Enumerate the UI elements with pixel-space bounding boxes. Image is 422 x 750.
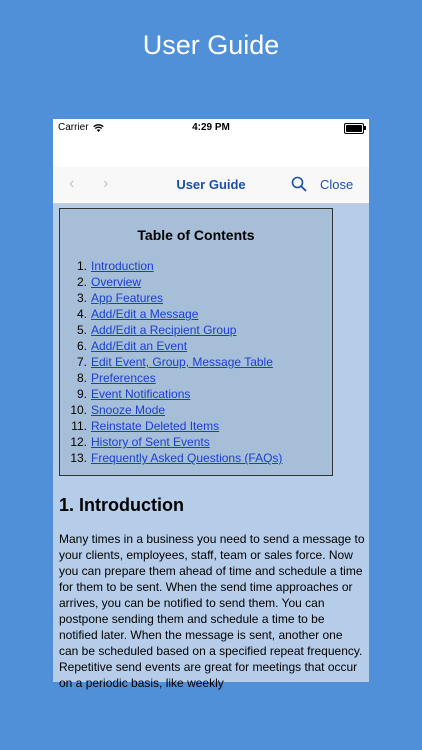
promo-title: User Guide: [142, 30, 280, 60]
toc-link-faqs[interactable]: Frequently Asked Questions (FAQs): [91, 451, 283, 465]
status-time: 4:29 PM: [192, 122, 230, 133]
battery-icon: [344, 123, 364, 134]
toc-list: [60, 259, 332, 467]
close-button[interactable]: Close: [320, 177, 354, 192]
toc-item: 7. Edit Event, Group, Message Table: [76, 355, 273, 369]
status-bar: [53, 119, 369, 137]
toc-item: 3. App Features: [76, 291, 164, 305]
toc-item: 12. History of Sent Events: [70, 435, 210, 449]
table-of-contents: [59, 208, 333, 476]
toc-item: 11. Reinstate Deleted Items: [71, 419, 220, 433]
toc-link-edit-table[interactable]: Edit Event, Group, Message Table: [91, 355, 273, 369]
back-chevron-icon[interactable]: ‹: [69, 175, 75, 192]
toc-item: 8. Preferences: [76, 371, 156, 385]
toc-item: 4. Add/Edit a Message: [76, 307, 199, 321]
toc-link-app-features[interactable]: App Features: [91, 291, 164, 305]
toc-item: 9. Event Notifications: [76, 387, 191, 401]
toc-link-add-edit-message[interactable]: Add/Edit a Message: [91, 307, 199, 321]
search-icon[interactable]: [291, 176, 307, 192]
nav-bar: [53, 167, 369, 204]
toc-link-overview[interactable]: Overview: [91, 275, 142, 289]
toc-item: 1. Introduction: [76, 259, 154, 273]
toc-link-introduction[interactable]: Introduction: [91, 259, 154, 273]
section-title: 1. Introduction: [59, 495, 184, 515]
section-body: Many times in a business you need to send a message to your clients, employees, staff, team or sales force. Now you can prepare them ahead of time and schedule a time for them to be sent. When the send time approaches or arrives, you can be notified to send them. You can postpone sending them and schedule a time to be notified later. When the message is sent, another one can be scheduled based on a specified repeat frequency. Repetitive send events are great for meetings that occur on a periodic basis, like weekly: [59, 532, 365, 690]
toc-item: 2. Overview: [76, 275, 142, 289]
toc-link-snooze-mode[interactable]: Snooze Mode: [91, 403, 166, 417]
toc-item: 5. Add/Edit a Recipient Group: [76, 323, 237, 337]
toc-link-reinstate-deleted[interactable]: Reinstate Deleted Items: [91, 419, 220, 433]
carrier-label: Carrier: [58, 122, 89, 133]
toc-link-add-edit-recipient-group[interactable]: Add/Edit a Recipient Group: [91, 323, 237, 337]
toc-link-history[interactable]: History of Sent Events: [91, 435, 210, 449]
toc-link-preferences[interactable]: Preferences: [91, 371, 156, 385]
toc-heading: Table of Contents: [137, 227, 255, 243]
toc-link-add-edit-event[interactable]: Add/Edit an Event: [91, 339, 188, 353]
toc-link-event-notifications[interactable]: Event Notifications: [91, 387, 191, 401]
nav-title: User Guide: [176, 177, 246, 192]
toc-item: 13. Frequently Asked Questions (FAQs): [70, 451, 283, 465]
phone-screen: [53, 119, 369, 690]
toc-item: 10. Snooze Mode: [70, 403, 166, 417]
guide-content[interactable]: [53, 204, 369, 690]
forward-chevron-icon[interactable]: ›: [103, 175, 109, 192]
toc-item: 6. Add/Edit an Event: [76, 339, 188, 353]
